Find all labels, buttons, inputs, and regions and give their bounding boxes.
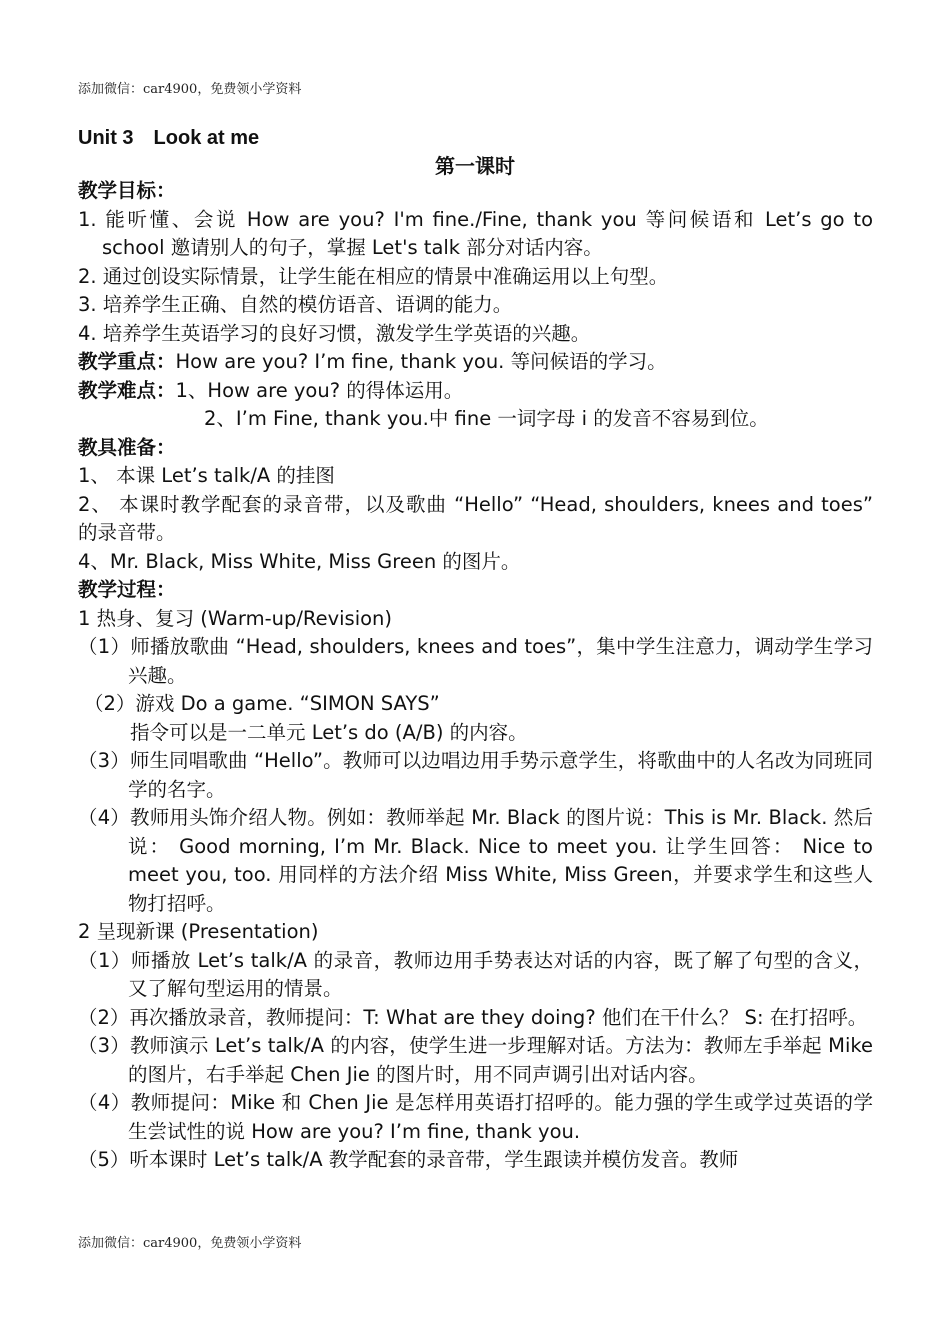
- objective-item: 1. 能听懂、会说 How are you? I'm fine./Fine, thank you 等问候语和 Let’s go to school 邀请别人的句子，掌握 Let's talk 部分对话内容。: [78, 207, 873, 259]
- key-points: [78, 348, 873, 377]
- key-points-label: 教学重点：: [78, 350, 176, 373]
- warmup-step: （2）游戏 Do a game. “SIMON SAYS”: [84, 692, 440, 715]
- material-item: 2、 本课时教学配套的录音带，以及歌曲 “Hello” “Head, shoulders, knees and toes” 的录音带。: [78, 492, 873, 544]
- objective-item: 3. 培养学生正确、自然的模仿语音、语调的能力。: [78, 293, 513, 316]
- warmup-step: （1）师播放歌曲 “Head, shoulders, knees and toes”，集中学生注意力，调动学生学习兴趣。: [78, 635, 873, 687]
- warmup-step-note: 指令可以是一二单元 Let’s do (A/B) 的内容。: [130, 720, 528, 744]
- warmup-step: （3）师生同唱歌曲 “Hello”。教师可以边唱边用手势示意学生，将歌曲中的人名改为同班同学的名字。: [78, 749, 873, 801]
- presentation-step: （5）听本课时 Let’s talk/A 教学配套的录音带，学生跟读并模仿发音。教师: [78, 1148, 739, 1171]
- presentation-step: （4）教师提问：Mike 和 Chen Jie 是怎样用英语打招呼的。能力强的学生或学过英语的学生尝试性的说 How are you? I’m fine, thank you.: [78, 1091, 873, 1143]
- lesson-plan-body: [78, 177, 873, 1175]
- presentation-step: （1）师播放 Let’s talk/A 的录音，教师边用手势表达对话的内容，既了解了句型的含义，又了解句型运用的情景。: [78, 948, 873, 1000]
- presentation-step: （3）教师演示 Let’s talk/A 的内容，使学生进一步理解对话。方法为：教师左手举起 Mike 的图片，右手举起 Chen Jie 的图片时，用不同声调引出对话内容。: [78, 1034, 873, 1086]
- unit-title: Unit 3 Look at me: [78, 127, 260, 149]
- difficulties: [78, 377, 873, 406]
- objectives-heading: 教学目标：: [78, 179, 176, 202]
- presentation-title: 2 呈现新课 (Presentation): [78, 920, 319, 943]
- warmup-title: 1 热身、复习 (Warm-up/Revision): [78, 606, 393, 630]
- objective-item: 4. 培养学生英语学习的良好习惯，激发学生学英语的兴趣。: [78, 321, 591, 345]
- objective-item: 2. 通过创设实际情景，让学生能在相应的情景中准确运用以上句型。: [78, 264, 669, 288]
- lesson-title: 第一课时: [435, 154, 515, 178]
- watermark-top: 添加微信：car4900，免费领小学资料: [78, 82, 302, 97]
- material-item: 1、 本课 Let’s talk/A 的挂图: [78, 464, 335, 487]
- presentation-step: （2）再次播放录音，教师提问：T: What are they doing? 他们在干什么？ S: 在打招呼。: [78, 1005, 868, 1029]
- process-heading: 教学过程：: [78, 578, 176, 601]
- difficulties-label: 教学难点：: [78, 378, 176, 402]
- materials-heading: 教具准备：: [78, 435, 176, 459]
- warmup-step: （4）教师用头饰介绍人物。例如：教师举起 Mr. Black 的图片说：This is Mr. Black. 然后说： Good morning, I’m Mr. Black. Nice to meet you. 让学生回答： Nice to meet you, too. 用同样的方法介绍 Miss White, Miss Green，并要求学生和这些人物打招呼。: [78, 806, 873, 915]
- watermark-bottom: 添加微信：car4900，免费领小学资料: [78, 1236, 302, 1251]
- difficulty-item: 2、I’m Fine, thank you.中 fine 一词字母 i 的发音不容易到位。: [204, 407, 769, 430]
- difficulty-item: 1、How are you? 的得体运用。: [175, 378, 464, 402]
- key-points-text: How are you? I’m fine, thank you. 等问候语的学习。: [175, 350, 667, 373]
- material-item: 4、Mr. Black, Miss White, Miss Green 的图片。: [78, 549, 521, 573]
